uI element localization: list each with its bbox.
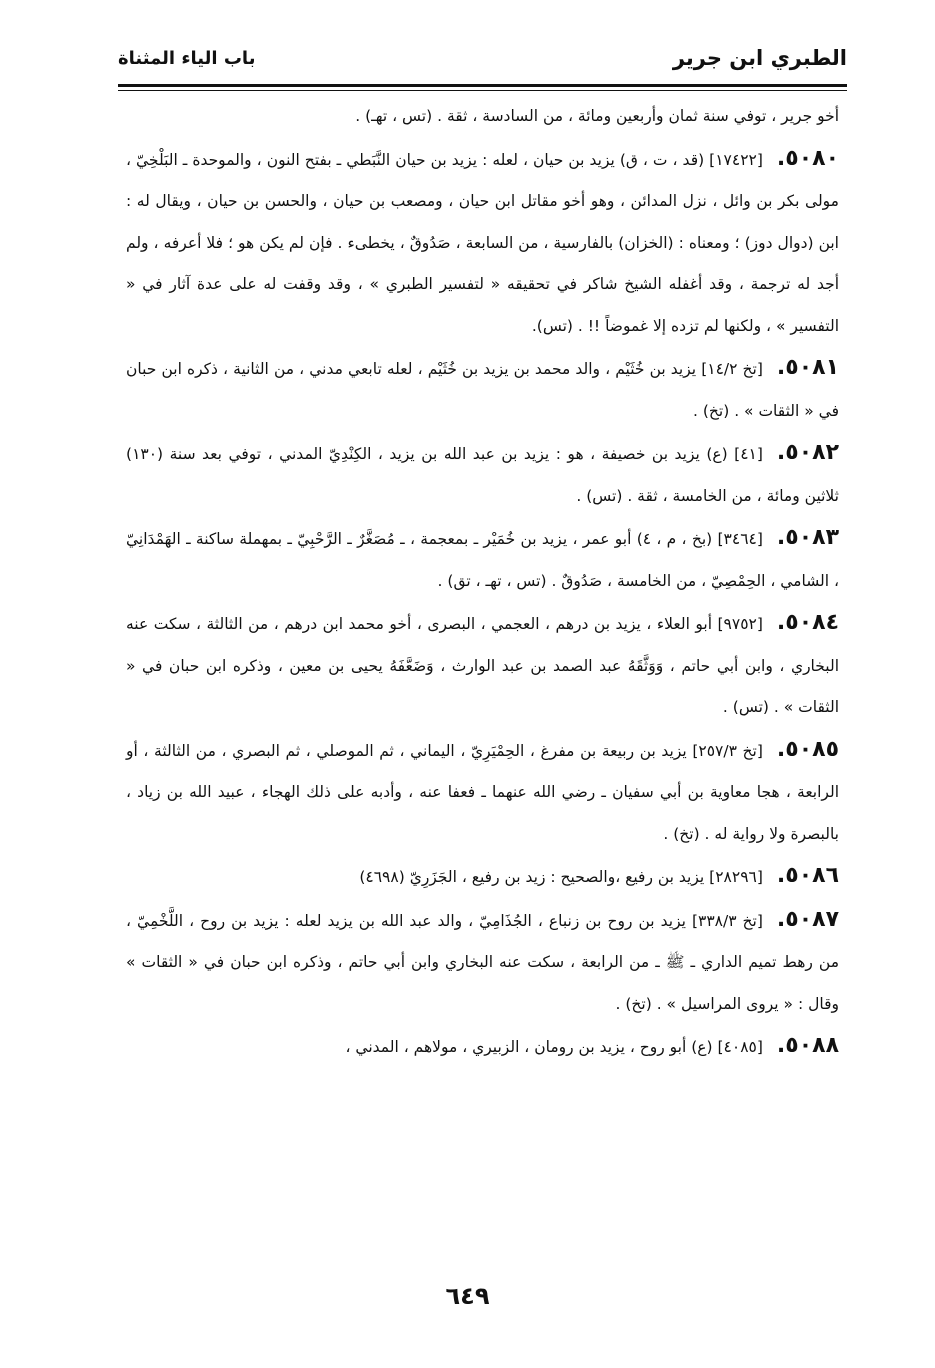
entry-number: ٥٠٨٨.: [776, 1033, 839, 1058]
entry-text: [تخ ٢٥٧/٣] يزيد بن ربيعة بن مفرغ ، الحِمْيَرِيّ ، اليماني ، ثم الموصلي ، ثم البصري ، من الثالثة ، أو الرابعة ، هجا معاوية بن أبي سفيان ـ رضي الله عنهما ـ فعفا عنه ، وأدبه على ذلك الهجاء ، عبيد الله بن زياد ، بالبصرة ولا رواية له . (تخ) .: [126, 741, 839, 843]
entry-number: ٥٠٨٥.: [776, 736, 839, 762]
entry-5086: [126, 855, 839, 899]
entry-number: ٥٠٨٠.: [776, 145, 839, 171]
entry-5088: [126, 1025, 839, 1069]
entry-5080: [126, 138, 839, 348]
entry-number: ٥٠٨٢.: [776, 440, 839, 465]
entry-text: [٢٨٢٩٦] يزيد بن رفيع ،والصحيح : زيد بن رفيع ، الجَزَرِيّ (٤٦٩٨): [359, 868, 763, 886]
running-header: [118, 38, 847, 78]
entry-text: [تخ ٣٣٨/٣] يزيد بن روح بن زنباع ، الجُذَامِيّ ، والد عبد الله بن يزيد لعله : يزيد بن روح ، اللَّخْمِيّ ، من رهط تميم الداري ـ ﷺ ـ من الرابعة ، سكت عنه البخاري وابن أبي حاتم ، وذكره ابن حبان في « الثقات » وقال : « يروى المراسيل » . (تخ) .: [126, 911, 839, 1013]
entry-number: ٥٠٨٦.: [776, 863, 839, 888]
entry-5084: [126, 602, 839, 729]
entry-text: [٤١] (ع) يزيد بن خصيفة ، هو : يزيد بن عبد الله بن يزيد ، الكِنْدِيّ المدني ، توفي بعد سنة (١٣٠) ثلاثين ومائة ، من الخامسة ، ثقة . (تس) .: [126, 445, 839, 505]
entry-5081: [126, 347, 839, 432]
entry-5087: [126, 899, 839, 1026]
entry-number: ٥٠٨١.: [776, 355, 839, 380]
page-body: [126, 96, 839, 1069]
entry-text: [١٧٤٢٢] (قد ، ت ، ق) يزيد بن حيان ، لعله : يزيد بن حيان النَّبَطي ـ بفتح النون ، والموحدة ـ البَلْخِيّ ، مولى بكر بن وائل ، نزل المدائن ، وهو أخو مقاتل ابن حيان ، ومصعب بن حيان ، والحسن بن حيان ، ويقال له : ابن (دوال دوز) ؛ ومعناه : (الخزان) بالفارسية ، من السابعة ، صَدُوقٌ ، يخطىء . فإن لم يكن هو ؛ فلا أعرفه ، ولم أجد له ترجمة ، وقد أغفله الشيخ شاكر في تحقيقه « لتفسير الطبري » ، وقد وقفت له على عدة آثار في « التفسير » ، ولكنها لم تزده إلا غموضاً !! . (تس).: [126, 150, 839, 335]
entry-number: ٥٠٨٣.: [776, 525, 839, 550]
entry-text: [٩٧٥٢] أبو العلاء ، يزيد بن درهم ، العجمي ، البصرى ، أخو محمد ابن درهم ، من الثالثة ، سكت عنه البخاري ، وابن أبي حاتم ، وَوَثَّقَهُ عبد الصمد بن عبد الوارث ، وَضَعَّفَهُ يحيى بن معين ، وذكره ابن حبان في « الثقات » . (تس) .: [126, 615, 839, 716]
entry-text: [٤٠٨٥] (ع) أبو روح ، يزيد بن رومان ، الزبيري ، مولاهم ، المدني ،: [345, 1038, 763, 1056]
entry-5085: [126, 729, 839, 856]
entry-number: ٥٠٨٧.: [776, 906, 839, 932]
entry-number: ٥٠٨٤.: [776, 610, 839, 635]
entry-5082: [126, 432, 839, 517]
entry-5083: [126, 517, 839, 602]
chapter-title: باب الياء المثناة: [118, 47, 256, 69]
entry-text: [تخ ١٤/٢] يزيد بن خُثَيْم ، والد محمد بن يزيد بن خُثَيْم ، لعله تابعي مدني ، من الثانية ، ذكره ابن حبان في « الثقات » . (تخ) .: [126, 360, 839, 420]
header-rule-thin: [118, 90, 847, 91]
intro-line: أخو جرير ، توفي سنة ثمان وأربعين ومائة ، من السادسة ، ثقة . (تس ، تهـ) .: [355, 107, 839, 125]
entry-text: [٣٤٦٤] (بخ ، م ، ٤) أبو عمر ، يزيد بن خُمَيْر ـ بمعجمة ، ـ مُصَغَّرٌ ـ الرَّحْبِيّ ـ بمهملة ساكنة ـ الهَمْدَانِيّ ، الشامي ، الحِمْصِيّ ، من الخامسة ، صَدُوقٌ . (تس ، تهـ ، تق) .: [126, 530, 839, 590]
header-rule-thick: [118, 84, 847, 87]
book-title: الطبري ابن جرير: [672, 46, 847, 70]
page-number: ٦٤٩: [445, 1282, 490, 1310]
